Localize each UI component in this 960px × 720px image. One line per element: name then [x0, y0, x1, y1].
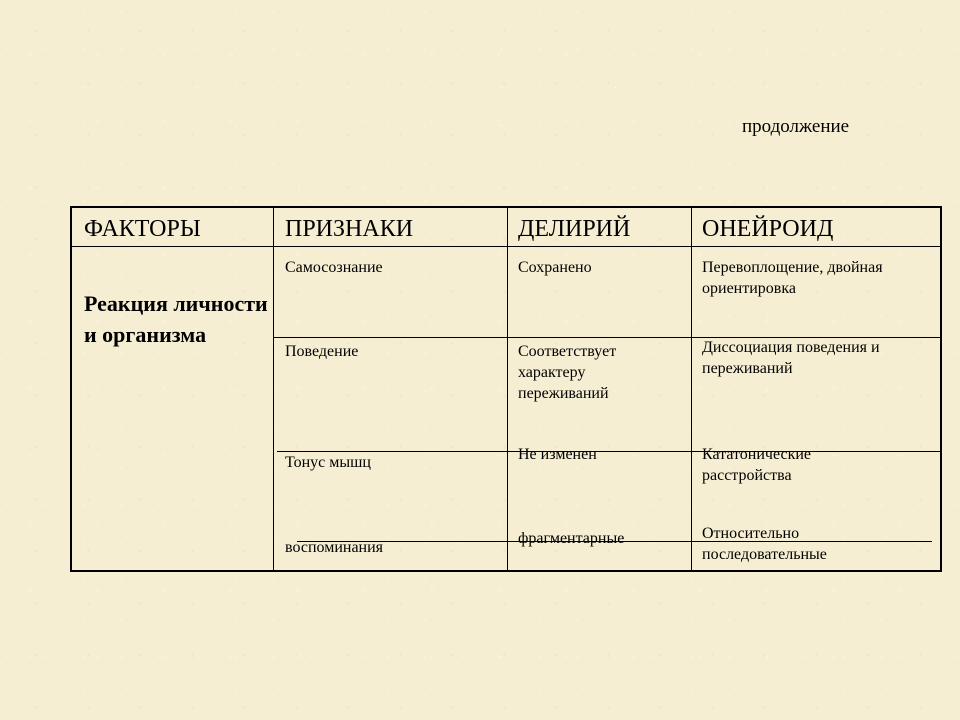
comparison-table	[70, 206, 942, 572]
delirium-cell: Не изменен	[518, 446, 597, 463]
factor-cell: Реакция личности и организма	[84, 291, 268, 347]
sign-cell: воспоминания	[285, 539, 384, 556]
oneiroid-cell: Кататонические расстройства	[702, 446, 812, 484]
header-divider	[72, 246, 940, 247]
page-subtitle: продолжение	[742, 116, 850, 137]
delirium-cell: Сохранено	[518, 259, 592, 276]
oneiroid-cell: Относительно последовательные	[702, 525, 827, 563]
oneiroid-cell: Диссоциация поведения и переживаний	[702, 339, 880, 377]
oneiroid-cell: Перевоплощение, двойная ориентировка	[702, 259, 883, 297]
column-divider	[507, 208, 508, 570]
header-delirium: ДЕЛИРИЙ	[518, 216, 631, 242]
delirium-cell: Соответствует характеру переживаний	[518, 343, 617, 402]
column-divider	[691, 208, 692, 570]
sign-cell: Тонус мышц	[285, 454, 371, 471]
delirium-cell: фрагментарные	[518, 530, 625, 547]
column-divider	[273, 208, 274, 570]
header-factors: ФАКТОРЫ	[84, 216, 201, 242]
header-oneiroid: ОНЕЙРОИД	[702, 216, 834, 242]
header-signs: ПРИЗНАКИ	[285, 216, 414, 242]
sign-cell: Поведение	[285, 343, 359, 360]
sign-cell: Самосознание	[285, 259, 383, 276]
